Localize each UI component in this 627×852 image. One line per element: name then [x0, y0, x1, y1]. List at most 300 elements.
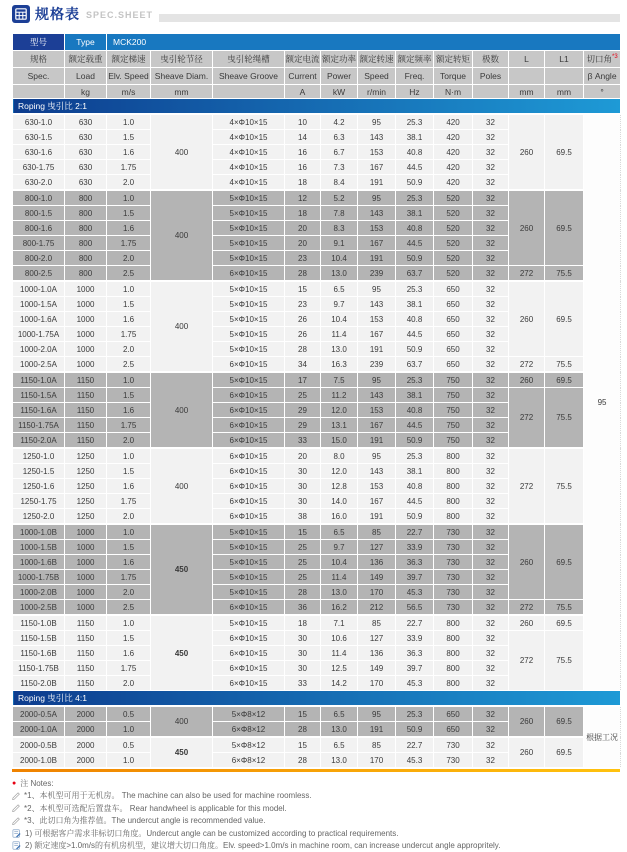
- cell-torque: 520: [434, 236, 473, 251]
- spec-row: [13, 737, 621, 753]
- cell-poles: 32: [473, 327, 509, 342]
- cell-power: 7.1: [321, 615, 358, 631]
- cell-speed: 1.0: [107, 722, 151, 738]
- cell-rpm: 127: [358, 540, 396, 555]
- bottom-accent-line: [12, 769, 620, 772]
- cell-power: 12.8: [321, 479, 358, 494]
- cell-speed: 1.5: [107, 388, 151, 403]
- cell-L: 260: [509, 737, 545, 768]
- cell-rpm: 153: [358, 312, 396, 327]
- col-header-L1: [545, 68, 584, 85]
- note-doc-icon: [12, 829, 21, 838]
- cell-poles: 32: [473, 509, 509, 525]
- cell-diam: 400: [151, 372, 213, 448]
- cell-L1: 69.5: [545, 372, 584, 388]
- cell-load: 1250: [65, 509, 107, 525]
- cell-spec: 1000-2.5B: [13, 600, 65, 616]
- col-header-spec: 规格: [13, 51, 65, 68]
- pencil-icon: [12, 792, 20, 800]
- cell-power: 6.5: [321, 706, 358, 722]
- cell-power: 8.0: [321, 448, 358, 464]
- cell-torque: 750: [434, 433, 473, 449]
- cell-rpm: 170: [358, 585, 396, 600]
- cell-poles: 32: [473, 372, 509, 388]
- cell-load: 800: [65, 236, 107, 251]
- cell-current: 28: [285, 342, 321, 357]
- cell-current: 34: [285, 357, 321, 373]
- cell-rpm: 191: [358, 175, 396, 191]
- cell-load: 1000: [65, 312, 107, 327]
- cell-rpm: 212: [358, 600, 396, 616]
- col-header-poles: Poles: [473, 68, 509, 85]
- cell-power: 6.5: [321, 737, 358, 753]
- cell-power: 14.2: [321, 676, 358, 691]
- cell-freq: 40.8: [396, 221, 434, 236]
- cell-diam: 450: [151, 737, 213, 768]
- cell-spec: 1000-2.0A: [13, 342, 65, 357]
- cell-power: 16.0: [321, 509, 358, 525]
- cell-spec: 1250-1.5: [13, 464, 65, 479]
- cell-torque: 730: [434, 524, 473, 540]
- cell-groove: 5×Φ10×15: [213, 372, 285, 388]
- cell-freq: 44.5: [396, 418, 434, 433]
- cell-power: 13.0: [321, 266, 358, 282]
- cell-L: 272: [509, 388, 545, 449]
- cell-spec: 800-1.5: [13, 206, 65, 221]
- cell-current: 30: [285, 464, 321, 479]
- cell-freq: 50.9: [396, 722, 434, 738]
- cell-power: 13.0: [321, 722, 358, 738]
- cell-load: 1150: [65, 418, 107, 433]
- cell-current: 23: [285, 297, 321, 312]
- cell-rpm: 239: [358, 266, 396, 282]
- cell-spec: 1150-1.0B: [13, 615, 65, 631]
- cell-speed: 2.0: [107, 342, 151, 357]
- cell-speed: 1.6: [107, 479, 151, 494]
- cell-freq: 25.3: [396, 281, 434, 297]
- cell-freq: 50.9: [396, 509, 434, 525]
- cell-speed: 1.0: [107, 372, 151, 388]
- cell-speed: 2.0: [107, 676, 151, 691]
- cell-poles: 32: [473, 570, 509, 585]
- cell-torque: 800: [434, 448, 473, 464]
- cell-spec: 800-2.0: [13, 251, 65, 266]
- cell-torque: 730: [434, 555, 473, 570]
- cell-current: 18: [285, 175, 321, 191]
- cell-spec: 2000-1.0B: [13, 753, 65, 768]
- cell-groove: 6×Φ10×15: [213, 357, 285, 373]
- cell-groove: 6×Φ10×15: [213, 676, 285, 691]
- col-header-load: 额定载重: [65, 51, 107, 68]
- cell-rpm: 95: [358, 114, 396, 130]
- col-header-angle: °: [584, 85, 621, 99]
- cell-power: 7.3: [321, 160, 358, 175]
- cell-freq: 44.5: [396, 327, 434, 342]
- cell-speed: 1.6: [107, 403, 151, 418]
- cell-poles: 32: [473, 540, 509, 555]
- cell-torque: 520: [434, 251, 473, 266]
- note-item: [12, 827, 620, 840]
- cell-groove: 5×Φ10×15: [213, 327, 285, 342]
- spec-row: [13, 600, 621, 616]
- cell-groove: 5×Φ10×15: [213, 524, 285, 540]
- cell-poles: 32: [473, 312, 509, 327]
- cell-spec: 1150-1.6A: [13, 403, 65, 418]
- cell-power: 11.2: [321, 388, 358, 403]
- cell-L1: 69.5: [545, 190, 584, 266]
- cell-L: 272: [509, 600, 545, 616]
- cell-spec: 1000-1.5A: [13, 297, 65, 312]
- cell-speed: 1.5: [107, 540, 151, 555]
- cell-rpm: 143: [358, 297, 396, 312]
- col-header-poles: [473, 85, 509, 99]
- cell-poles: 32: [473, 448, 509, 464]
- cell-freq: 45.3: [396, 753, 434, 768]
- cell-poles: 32: [473, 236, 509, 251]
- cell-rpm: 85: [358, 524, 396, 540]
- cell-rpm: 191: [358, 509, 396, 525]
- page-header: [12, 4, 620, 30]
- cell-current: 16: [285, 160, 321, 175]
- cell-freq: 50.9: [396, 342, 434, 357]
- footnote-marker: *3: [612, 54, 618, 60]
- cell-L: 272: [509, 448, 545, 524]
- cell-load: 1000: [65, 600, 107, 616]
- cell-freq: 25.3: [396, 706, 434, 722]
- cell-poles: 32: [473, 403, 509, 418]
- col-header-L1: L1: [545, 51, 584, 68]
- cell-freq: 40.8: [396, 312, 434, 327]
- cell-spec: 1000-1.0A: [13, 281, 65, 297]
- cell-current: 15: [285, 706, 321, 722]
- cell-spec: 1000-1.75B: [13, 570, 65, 585]
- cell-poles: 32: [473, 722, 509, 738]
- spec-row: [13, 524, 621, 540]
- cell-load: 2000: [65, 753, 107, 768]
- cell-L: 260: [509, 615, 545, 631]
- note-item: [12, 815, 620, 828]
- cell-torque: 750: [434, 403, 473, 418]
- col-header-groove: [213, 85, 285, 99]
- cell-rpm: 167: [358, 160, 396, 175]
- cell-rpm: 191: [358, 251, 396, 266]
- section-title: Roping 曳引比 4:1: [13, 691, 621, 707]
- note-text: 1) 可根据客户需求非标切口角度。Undercut angle can be customized according to practical requirements.: [25, 828, 398, 839]
- type-label-en: Type: [65, 34, 107, 51]
- cell-torque: 800: [434, 615, 473, 631]
- header-row-zh: [13, 51, 621, 68]
- cell-poles: 32: [473, 114, 509, 130]
- cell-freq: 50.9: [396, 175, 434, 191]
- cell-rpm: 95: [358, 281, 396, 297]
- cell-freq: 40.8: [396, 479, 434, 494]
- cell-groove: 5×Φ8×12: [213, 706, 285, 722]
- cell-rpm: 153: [358, 221, 396, 236]
- note-text: *3、此切口角为推荐值。The undercut angle is recommended value.: [24, 815, 265, 826]
- col-header-power: Power: [321, 68, 358, 85]
- cell-freq: 36.3: [396, 555, 434, 570]
- cell-load: 1000: [65, 585, 107, 600]
- cell-freq: 22.7: [396, 615, 434, 631]
- cell-load: 800: [65, 190, 107, 206]
- cell-torque: 800: [434, 661, 473, 676]
- spec-row: [13, 357, 621, 373]
- cell-torque: 420: [434, 175, 473, 191]
- cell-speed: 1.75: [107, 160, 151, 175]
- col-header-freq: Hz: [396, 85, 434, 99]
- cell-rpm: 191: [358, 433, 396, 449]
- note-item: [12, 790, 620, 803]
- cell-speed: 1.0: [107, 281, 151, 297]
- cell-speed: 2.0: [107, 433, 151, 449]
- cell-rpm: 127: [358, 631, 396, 646]
- cell-torque: 650: [434, 342, 473, 357]
- cell-groove: 6×Φ10×15: [213, 418, 285, 433]
- cell-power: 12.5: [321, 661, 358, 676]
- cell-poles: 32: [473, 297, 509, 312]
- cell-poles: 32: [473, 464, 509, 479]
- cell-speed: 1.6: [107, 221, 151, 236]
- cell-groove: 6×Φ10×15: [213, 661, 285, 676]
- cell-torque: 730: [434, 600, 473, 616]
- cell-speed: 1.5: [107, 631, 151, 646]
- cell-speed: 1.0: [107, 615, 151, 631]
- cell-L: 272: [509, 631, 545, 691]
- col-header-diam: mm: [151, 85, 213, 99]
- cell-spec: 1250-2.0: [13, 509, 65, 525]
- section-title: Roping 曳引比 2:1: [13, 99, 621, 115]
- cell-groove: 6×Φ10×15: [213, 646, 285, 661]
- cell-speed: 1.0: [107, 753, 151, 768]
- cell-freq: 44.5: [396, 160, 434, 175]
- cell-poles: 32: [473, 646, 509, 661]
- table-icon: [12, 5, 30, 23]
- cell-groove: 5×Φ10×15: [213, 312, 285, 327]
- pencil-icon: [12, 804, 20, 812]
- cell-rpm: 143: [358, 206, 396, 221]
- cell-power: 7.5: [321, 372, 358, 388]
- cell-freq: 38.1: [396, 388, 434, 403]
- cell-power: 12.0: [321, 464, 358, 479]
- cell-poles: 32: [473, 753, 509, 768]
- cell-freq: 38.1: [396, 297, 434, 312]
- cell-torque: 520: [434, 266, 473, 282]
- cell-L1: 69.5: [545, 114, 584, 190]
- cell-current: 29: [285, 418, 321, 433]
- cell-poles: 32: [473, 433, 509, 449]
- cell-freq: 33.9: [396, 631, 434, 646]
- cell-speed: 1.6: [107, 646, 151, 661]
- page-subtitle: SPEC.SHEET: [86, 10, 153, 20]
- cell-current: 20: [285, 221, 321, 236]
- cell-freq: 36.3: [396, 646, 434, 661]
- cell-spec: 1250-1.75: [13, 494, 65, 509]
- cell-groove: 6×Φ10×15: [213, 509, 285, 525]
- cell-load: 800: [65, 206, 107, 221]
- cell-freq: 38.1: [396, 464, 434, 479]
- cell-power: 13.1: [321, 418, 358, 433]
- cell-power: 12.0: [321, 403, 358, 418]
- cell-spec: 1000-2.0B: [13, 585, 65, 600]
- cell-load: 630: [65, 145, 107, 160]
- cell-spec: 1150-1.0A: [13, 372, 65, 388]
- cell-current: 10: [285, 114, 321, 130]
- cell-spec: 800-1.6: [13, 221, 65, 236]
- cell-current: 23: [285, 251, 321, 266]
- cell-current: 28: [285, 585, 321, 600]
- cell-power: 4.2: [321, 114, 358, 130]
- cell-speed: 1.75: [107, 327, 151, 342]
- spec-row: [13, 281, 621, 297]
- cell-torque: 730: [434, 753, 473, 768]
- cell-poles: 32: [473, 524, 509, 540]
- cell-current: 26: [285, 327, 321, 342]
- cell-spec: 1150-1.5A: [13, 388, 65, 403]
- cell-current: 15: [285, 524, 321, 540]
- notes-section: [12, 777, 620, 852]
- page-title: 规格表: [35, 4, 80, 24]
- cell-load: 1250: [65, 464, 107, 479]
- col-header-L: mm: [509, 85, 545, 99]
- cell-power: 16.2: [321, 600, 358, 616]
- cell-freq: 25.3: [396, 190, 434, 206]
- cell-L1: 75.5: [545, 357, 584, 373]
- cell-rpm: 167: [358, 494, 396, 509]
- cell-groove: 6×Φ10×15: [213, 479, 285, 494]
- cell-speed: 1.0: [107, 524, 151, 540]
- cell-diam: 400: [151, 114, 213, 190]
- cell-current: 30: [285, 479, 321, 494]
- col-header-poles: 极数: [473, 51, 509, 68]
- cell-rpm: 153: [358, 145, 396, 160]
- cell-torque: 650: [434, 722, 473, 738]
- col-header-current: 额定电流: [285, 51, 321, 68]
- note-text: 2) 额定速度>1.0m/s的有机房机型，建议增大切口角度。Elv. speed>1.0m/s in machine room, can increase undercut angle appropritely.: [25, 840, 500, 851]
- cell-torque: 650: [434, 327, 473, 342]
- cell-speed: 1.5: [107, 297, 151, 312]
- cell-current: 25: [285, 555, 321, 570]
- col-header-angle: β Angle: [584, 68, 621, 85]
- cell-poles: 32: [473, 585, 509, 600]
- cell-torque: 650: [434, 281, 473, 297]
- section-header: [13, 691, 621, 707]
- cell-groove: 6×Φ8×12: [213, 722, 285, 738]
- col-header-angle: 切口角$^{*3}$: [584, 51, 621, 68]
- notes-heading-line: [12, 777, 620, 790]
- cell-current: 36: [285, 600, 321, 616]
- cell-groove: 6×Φ10×15: [213, 631, 285, 646]
- cell-speed: 1.6: [107, 145, 151, 160]
- cell-torque: 800: [434, 479, 473, 494]
- cell-power: 7.8: [321, 206, 358, 221]
- cell-freq: 63.7: [396, 357, 434, 373]
- cell-groove: 5×Φ10×15: [213, 190, 285, 206]
- cell-speed: 1.5: [107, 130, 151, 145]
- cell-spec: 1000-1.6B: [13, 555, 65, 570]
- cell-current: 38: [285, 509, 321, 525]
- cell-current: 25: [285, 570, 321, 585]
- cell-speed: 1.75: [107, 661, 151, 676]
- spec-row: [13, 114, 621, 130]
- cell-groove: 5×Φ10×15: [213, 540, 285, 555]
- section-header: [13, 99, 621, 115]
- cell-load: 1000: [65, 540, 107, 555]
- cell-current: 26: [285, 312, 321, 327]
- cell-current: 18: [285, 615, 321, 631]
- cell-torque: 420: [434, 145, 473, 160]
- spec-row: [13, 448, 621, 464]
- cell-groove: 5×Φ10×15: [213, 206, 285, 221]
- cell-power: 11.4: [321, 327, 358, 342]
- col-header-speed: m/s: [107, 85, 151, 99]
- cell-speed: 1.75: [107, 418, 151, 433]
- cell-power: 9.7: [321, 297, 358, 312]
- cell-poles: 32: [473, 281, 509, 297]
- cell-current: 15: [285, 281, 321, 297]
- cell-torque: 800: [434, 494, 473, 509]
- cell-freq: 40.8: [396, 145, 434, 160]
- cell-speed: 0.5: [107, 706, 151, 722]
- cell-power: 8.4: [321, 175, 358, 191]
- cell-spec: 1000-2.5A: [13, 357, 65, 373]
- cell-current: 17: [285, 372, 321, 388]
- cell-poles: 32: [473, 206, 509, 221]
- cell-poles: 32: [473, 388, 509, 403]
- cell-groove: 6×Φ10×15: [213, 388, 285, 403]
- cell-current: 25: [285, 540, 321, 555]
- cell-groove: 5×Φ10×15: [213, 281, 285, 297]
- cell-groove: 5×Φ10×15: [213, 221, 285, 236]
- cell-L: 260: [509, 372, 545, 388]
- cell-torque: 750: [434, 388, 473, 403]
- cell-poles: 32: [473, 600, 509, 616]
- col-header-current: A: [285, 85, 321, 99]
- cell-current: 25: [285, 388, 321, 403]
- cell-torque: 420: [434, 114, 473, 130]
- cell-power: 10.4: [321, 555, 358, 570]
- cell-spec: 800-2.5: [13, 266, 65, 282]
- col-header-power: 额定功率: [321, 51, 358, 68]
- cell-rpm: 85: [358, 737, 396, 753]
- cell-freq: 45.3: [396, 676, 434, 691]
- cell-freq: 39.7: [396, 570, 434, 585]
- col-header-power: kW: [321, 85, 358, 99]
- cell-L: 260: [509, 190, 545, 266]
- cell-load: 1250: [65, 494, 107, 509]
- note-text: *2、本机型可选配后置盘车。 Rear handwheel is applicable for this model.: [24, 803, 287, 814]
- cell-spec: 800-1.75: [13, 236, 65, 251]
- cell-diam: 400: [151, 448, 213, 524]
- cell-torque: 750: [434, 418, 473, 433]
- cell-torque: 730: [434, 585, 473, 600]
- cell-groove: 4×Φ10×15: [213, 160, 285, 175]
- cell-speed: 1.6: [107, 312, 151, 327]
- cell-spec: 1150-1.5B: [13, 631, 65, 646]
- cell-load: 1150: [65, 631, 107, 646]
- notes-heading: 注 Notes:: [20, 778, 53, 789]
- cell-groove: 5×Φ10×15: [213, 555, 285, 570]
- cell-torque: 800: [434, 646, 473, 661]
- spec-table: [12, 33, 621, 768]
- cell-L1: 69.5: [545, 706, 584, 737]
- cell-L1: 75.5: [545, 600, 584, 616]
- col-header-torque: Torque: [434, 68, 473, 85]
- cell-L1: 75.5: [545, 448, 584, 524]
- cell-load: 1000: [65, 357, 107, 373]
- cell-poles: 32: [473, 706, 509, 722]
- cell-spec: 1000-1.75A: [13, 327, 65, 342]
- cell-spec: 1150-1.75B: [13, 661, 65, 676]
